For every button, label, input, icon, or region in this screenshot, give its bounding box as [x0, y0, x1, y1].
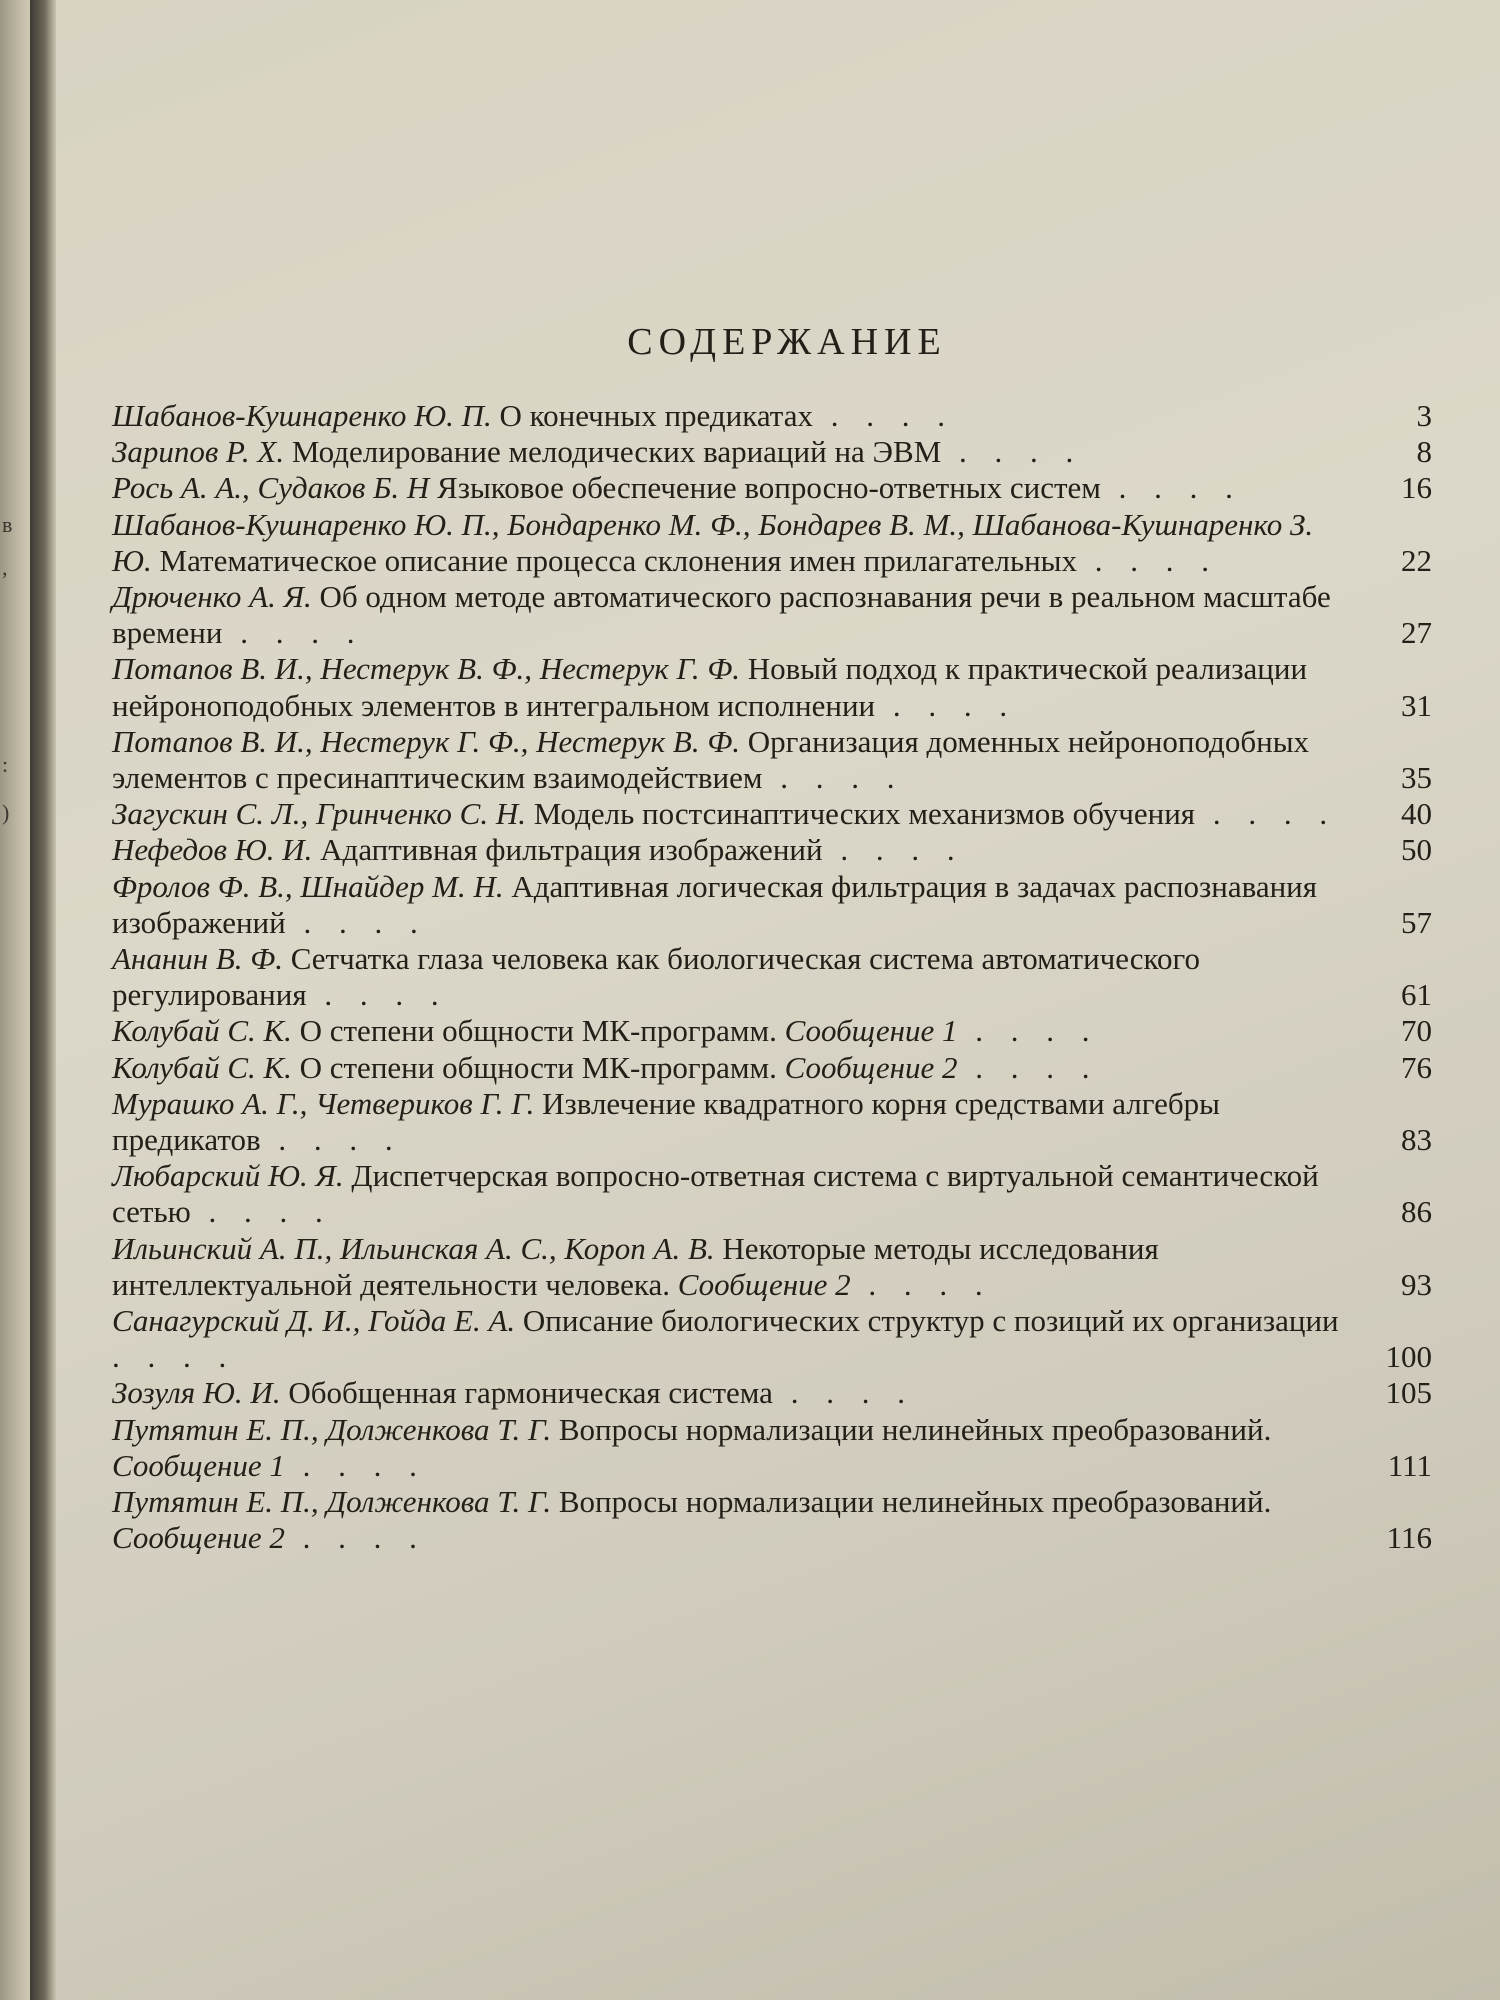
toc-entry-authors: Шабанов-Кушнаренко Ю. П., Бондаренко М. Ф., Бондарев В. М., Шабанова-Кушнаренко З. Ю.: [112, 506, 1314, 578]
toc-entry-page: 31: [1401, 687, 1432, 723]
toc-entry-authors: Ильинский А. П., Ильинская А. С., Короп А. В.: [112, 1230, 715, 1266]
toc-entry-authors: Потапов В. И., Нестерук Г. Ф., Нестерук В. Ф.: [112, 723, 741, 759]
toc-entry-page: 76: [1401, 1049, 1432, 1085]
toc-entry-authors: Путятин Е. П., Долженкова Т. Г.: [112, 1484, 552, 1520]
toc-entry-leader-dots: . . . .: [850, 1266, 993, 1302]
toc-entry-title: Об одном методе автоматического распознавания речи в реальном масштабе времени: [112, 579, 1331, 651]
toc-entry-authors: Зарипов Р. Х.: [112, 434, 285, 470]
toc-entry: [112, 1375, 1432, 1411]
toc-entry-authors: Нефедов Ю. И.: [112, 832, 313, 868]
toc-entry: [112, 507, 1432, 579]
toc-entry-authors: Путятин Е. П., Долженкова Т. Г.: [112, 1411, 552, 1447]
toc-entry: [112, 869, 1432, 941]
toc-entry-page: 105: [1385, 1375, 1432, 1411]
toc-entry-page: 16: [1401, 470, 1432, 506]
toc-entry-authors: Мурашко А. Г., Четвериков Г. Г.: [112, 1085, 535, 1121]
toc-entry-page: 70: [1401, 1013, 1432, 1049]
toc-entry-authors: Шабанов-Кушнаренко Ю. П.: [112, 398, 492, 433]
toc-entry-title: О конечных предикатах: [499, 398, 813, 433]
toc-entry-page: 116: [1386, 1520, 1432, 1556]
toc-entry-leader-dots: . . . .: [284, 1447, 427, 1483]
toc-entry-note: Сообщение 2: [112, 1520, 285, 1556]
toc-entry-page: 8: [1416, 434, 1432, 470]
toc-entry: [112, 434, 1432, 470]
toc-entry-leader-dots: . . . .: [285, 904, 428, 940]
toc-entry-leader-dots: . . . .: [284, 1520, 427, 1556]
toc-entry: [112, 1231, 1432, 1303]
margin-mark: ): [2, 800, 10, 825]
left-page-margin-marks: [2, 0, 28, 2000]
toc-entry-authors: Рось А. А., Судаков Б. Н: [112, 470, 430, 506]
toc-entry-page: 35: [1401, 760, 1432, 796]
toc-entry-authors: Ананин В. Ф.: [112, 941, 283, 977]
toc-entry-leader-dots: . . . .: [190, 1194, 333, 1230]
toc-entry: [112, 1013, 1432, 1049]
toc-entry-authors: Колубай С. К.: [112, 1013, 292, 1049]
book-gutter: [30, 0, 56, 2000]
toc-entry-title: Адаптивная логическая фильтрация в задачах распознавания изображений: [112, 868, 1318, 940]
toc-entry: [112, 1086, 1432, 1158]
toc-entry-leader-dots: . . . .: [222, 615, 365, 651]
toc-entry-leader-dots: . . . .: [772, 1375, 915, 1411]
toc-entries: [112, 398, 1432, 1557]
toc-entry-authors: Любарский Ю. Я.: [112, 1158, 344, 1194]
toc-entry: [112, 1303, 1432, 1375]
toc-entry-note: Сообщение 2: [677, 1266, 851, 1302]
toc-entry-page: 61: [1401, 977, 1432, 1013]
toc-entry-title: Адаптивная фильтрация изображений: [320, 832, 823, 868]
toc-entry-authors: Санагурский Д. И., Гойда Е. А.: [112, 1303, 516, 1339]
toc-entry-title: Новый подход к практической реализации нейроноподобных элементов в интегральном исполнении: [112, 651, 1308, 723]
toc-entry-note: Сообщение 1: [112, 1447, 285, 1483]
toc-entry: [112, 1412, 1432, 1484]
toc-entry-authors: Фролов Ф. В., Шнайдер М. Н.: [112, 868, 504, 904]
toc-entry-leader-dots: . . . .: [957, 1049, 1100, 1085]
toc-entry-page: 111: [1387, 1447, 1432, 1483]
toc-entry-page: 86: [1401, 1194, 1432, 1230]
toc-entry-title: О степени общности МК-программ.: [299, 1013, 777, 1049]
toc-entry-title: Языковое обеспечение вопросно-ответных систем: [437, 470, 1101, 506]
toc-entry-title: Математическое описание процесса склонения имен прилагательных: [159, 542, 1078, 578]
toc-entry: [112, 651, 1432, 723]
toc-entry-leader-dots: . . . .: [762, 760, 905, 796]
toc-entry: [112, 579, 1432, 651]
margin-mark: :: [2, 752, 9, 777]
table-of-contents: [112, 320, 1432, 1557]
toc-entry: [112, 470, 1432, 506]
toc-entry: [112, 1050, 1432, 1086]
margin-mark: ,: [2, 555, 8, 580]
toc-entry-leader-dots: . . . .: [306, 977, 449, 1013]
toc-entry-page: 83: [1401, 1122, 1432, 1158]
toc-entry-title: Диспетчерская вопросно-ответная система с виртуальной семантической сетью: [112, 1158, 1319, 1230]
toc-entry-title: Некоторые методы исследования интеллектуальной деятельности человека.: [112, 1230, 1159, 1302]
toc-entry-page: 50: [1401, 832, 1432, 868]
toc-entry-page: 3: [1416, 398, 1432, 433]
toc-entry-page: 40: [1401, 796, 1432, 832]
toc-entry: [112, 1158, 1432, 1230]
toc-entry-page: 93: [1401, 1266, 1432, 1302]
toc-entry-leader-dots: . . . .: [822, 832, 965, 868]
toc-entry-authors: Дрюченко А. Я.: [112, 579, 312, 615]
toc-entry-title: Вопросы нормализации нелинейных преобразований.: [558, 1411, 1272, 1447]
toc-entry-note: Сообщение 1: [784, 1013, 958, 1049]
toc-entry-title: О степени общности МК-программ.: [299, 1049, 777, 1085]
toc-entry: [112, 1484, 1432, 1556]
toc-entry-title: Организация доменных нейроноподобных элементов с пресинаптическим взаимодействием: [112, 723, 1310, 796]
toc-entry-authors: Зозуля Ю. И.: [112, 1375, 281, 1411]
toc-entry: [112, 941, 1432, 1013]
toc-entry-authors: Колубай С. К.: [112, 1049, 292, 1085]
toc-entry-leader-dots: . . . .: [1077, 542, 1220, 578]
toc-entry-page: 22: [1401, 542, 1432, 578]
toc-entry-leader-dots: . . . .: [957, 1013, 1100, 1049]
toc-entry: [112, 724, 1432, 796]
toc-title: СОДЕРЖАНИЕ: [627, 321, 947, 363]
toc-entry-page: 100: [1385, 1339, 1432, 1375]
toc-entry-page: 57: [1401, 904, 1432, 940]
toc-entry-authors: Загускин С. Л., Гринченко С. Н.: [112, 796, 526, 832]
toc-entry-title: Сетчатка глаза человека как биологическая система автоматического регулирования: [112, 941, 1200, 1013]
page: [56, 0, 1500, 2000]
toc-entry-leader-dots: . . . .: [1195, 796, 1338, 832]
toc-entry: [112, 832, 1432, 868]
toc-entry-title: Описание биологических структур с позиций их организации: [522, 1303, 1339, 1339]
toc-entry-leader-dots: . . . .: [1100, 470, 1243, 506]
toc-entry-leader-dots: . . . .: [875, 687, 1018, 723]
toc-entry-title: Обобщенная гармоническая система: [288, 1375, 773, 1411]
toc-entry-title: Модель постсинаптических механизмов обучения: [533, 796, 1196, 832]
toc-entry-title: Моделирование мелодических вариаций на ЭВМ: [291, 434, 942, 470]
toc-entry-note: Сообщение 2: [784, 1049, 958, 1085]
toc-entry-title: Извлечение квадратного корня средствами алгебры предикатов: [112, 1085, 1220, 1158]
left-page-edge: [0, 0, 30, 2000]
toc-entry-authors: Потапов В. И., Нестерук В. Ф., Нестерук Г. Ф.: [112, 651, 741, 687]
toc-entry: [112, 398, 1432, 434]
toc-entry-leader-dots: . . . .: [812, 398, 955, 433]
toc-entry-page: 27: [1401, 615, 1432, 651]
toc-entry-leader-dots: . . . .: [941, 434, 1084, 470]
toc-entry-leader-dots: . . . .: [112, 1339, 237, 1375]
margin-mark: в: [2, 512, 13, 537]
toc-entry: [112, 796, 1432, 832]
toc-entry-leader-dots: . . . .: [260, 1122, 403, 1158]
toc-entry-title: Вопросы нормализации нелинейных преобразований.: [558, 1484, 1272, 1520]
